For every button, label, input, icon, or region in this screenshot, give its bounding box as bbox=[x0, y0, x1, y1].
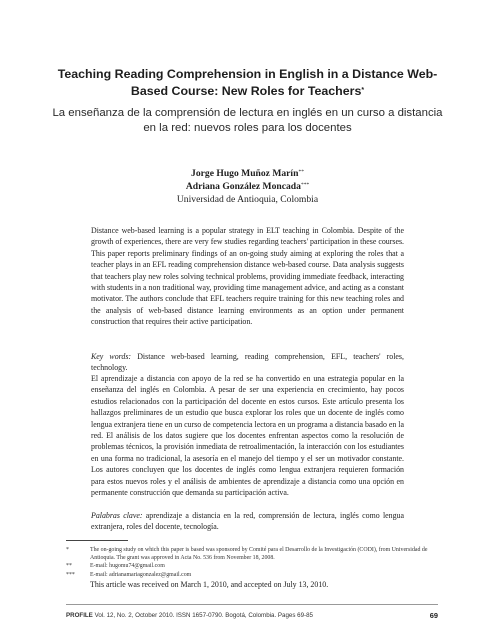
journal-name: PROFILE bbox=[66, 612, 93, 619]
author-affiliation: Universidad de Antioquia, Colombia bbox=[176, 194, 319, 205]
keywords-label: Key words: bbox=[91, 352, 132, 361]
article-subtitle-spanish: La enseñanza de la comprensión de lectura en inglés en un curso a distancia en la red: nuevos roles para los docentes bbox=[52, 107, 443, 134]
author-name: Adriana González Moncada*** bbox=[185, 181, 310, 192]
keywords-text: Distance web-based learning, reading comprehension, EFL, teachers' roles, technology. bbox=[91, 352, 404, 373]
author-block bbox=[100, 167, 395, 206]
author-name: Jorge Hugo Muñoz Marín** bbox=[191, 168, 304, 179]
title-footnote-mark: * bbox=[361, 87, 365, 94]
page-footer bbox=[66, 612, 438, 620]
footnotes bbox=[66, 546, 438, 579]
article-title: Teaching Reading Comprehension in English in a Distance Web-Based Course: New Roles for Teachers* bbox=[57, 67, 438, 98]
page-number: 69 bbox=[429, 611, 438, 620]
abstract-english: Distance web-based learning is a popular strategy in ELT teaching in Colombia. Despite of the growth of experiences, there are very few studies regarding teachers' participation in these courses. This paper reports preliminary findings of an on-going study aiming at exploring the roles that a teacher plays in an EFL reading comprehension distance web-based course. Data analysis suggests that teachers play new roles solving technical problems, providing immediate feedback, interacting with students in a non traditional way, providing time management advice, and acting as a constant motivator. The authors conclude that EFL teachers require training for this new teaching roles and the analysis of web-based distance learning environments as an option under permanent construction that requires their active participation. bbox=[91, 226, 404, 327]
footnote: *** E-mail: adrianamariagonzalez@gmail.com bbox=[66, 571, 192, 578]
footnote: ** E-mail: hugomu74@gmail.com bbox=[66, 563, 165, 570]
keywords-english bbox=[91, 351, 404, 374]
journal-details: Vol. 12, No. 2, October 2010. ISSN 1657-0790. Bogotá, Colombia. Pages 69-85 bbox=[94, 612, 313, 619]
keywords-label: Palabras clave: bbox=[91, 511, 143, 520]
footnote-divider bbox=[66, 540, 128, 541]
footnote: * The on-going study on which this paper is based was sponsored by Comité para el Desarrollo de la Investigación (CODI), from Universidad de Antioquia. The grant was approved in Acta No. 536 from November 18, 2008. bbox=[66, 547, 428, 562]
abstract-spanish: El aprendizaje a distancia con apoyo de la red se ha convertido en una estrategia popular en la enseñanza del inglés en Colombia. A pesar de ser una experiencia en crecimiento, hay pocos estudios relacionados con la participación del docente en estos cursos. Este artículo presenta los hallazgos preliminares de un estudio que busca explorar los roles que un docente de inglés como lengua extranjera tiene en un curso de competencia lectora en un programa a distancia basado en la red. El análisis de los datos sugiere que los docentes enfrentan aspectos como la resolución de problemas técnicos, la provisión inmediata de retroalimentación, la interacción con los estudiantes en una forma no tradicional, la asesoría en el manejo del tiempo y el ser un motivador constante. Los autores concluyen que los docentes de inglés como lengua extranjera requieren formación para estos nuevos roles y el análisis de ambientes de aprendizaje a distancia como una opción en permanente construcción que demanda su participación activa. bbox=[91, 374, 404, 498]
received-note: This article was received on March 1, 2010, and accepted on July 13, 2010. bbox=[90, 580, 329, 589]
keywords-text: aprendizaje a distancia en la red, comprensión de lectura, inglés como lengua extranjera, roles del docente, tecnología. bbox=[91, 511, 404, 532]
footer-divider bbox=[66, 604, 438, 605]
keywords-spanish bbox=[91, 510, 404, 533]
